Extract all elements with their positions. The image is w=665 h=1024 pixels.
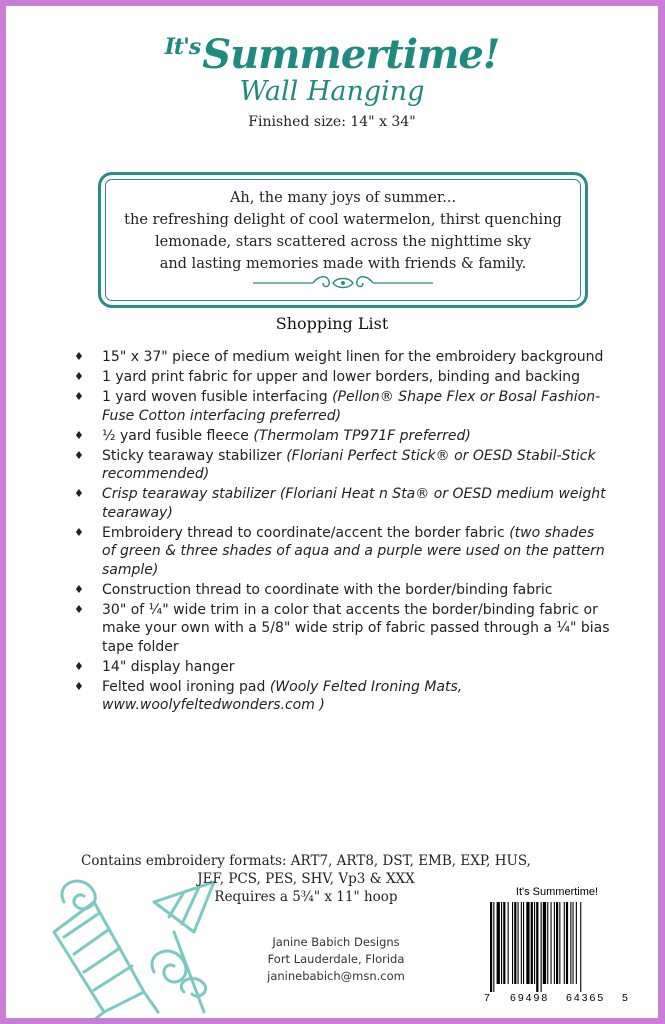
list-item: ♦ 1 yard woven fusible interfacing (Pellon® Shape Flex or Bosal Fashion-Fuse Cotton interfacing preferred) [74, 389, 601, 424]
diamond-bullet-icon: ♦ [74, 659, 84, 673]
barcode-bar [526, 902, 529, 984]
title-its: It's [164, 34, 201, 60]
diamond-bullet-icon: ♦ [74, 487, 84, 500]
barcode-bar [521, 902, 522, 984]
barcode-bar [523, 902, 524, 984]
barcode-bar [536, 902, 538, 992]
designer-email: janinebabich@msn.com [267, 969, 405, 983]
barcode-bar [543, 902, 546, 984]
diamond-bullet-icon: ♦ [74, 582, 84, 596]
diamond-bullet-icon: ♦ [74, 350, 84, 363]
diamond-bullet-icon: ♦ [74, 448, 84, 462]
barcode-bar [514, 902, 516, 984]
verse-line: the refreshing delight of cool watermelon, thirst quenching [124, 212, 562, 228]
barcode-bar [570, 902, 571, 984]
barcode-digits-left: 69498 [510, 992, 550, 1004]
barcode-bar [559, 902, 560, 984]
verse-frame [98, 172, 588, 308]
list-item: ♦ Sticky tearaway stabilizer (Floriani Perfect Stick® or OESD Stabil-Stick recommended) [74, 447, 596, 482]
title-summertime: Summertime! [202, 31, 500, 78]
list-item: ♦ Felted wool ironing pad (Wooly Felted Ironing Mats, www.woolyfeltedwonders.com ) [74, 678, 463, 713]
verse-line: and lasting memories made with friends & family. [159, 256, 527, 272]
formats-line: JEF, PCS, PES, SHV, Vp3 & XXX [197, 871, 415, 887]
barcode-bar [547, 902, 548, 984]
pattern-title [6, 24, 658, 78]
barcode-bar [566, 902, 568, 984]
diamond-bullet-icon: ♦ [74, 428, 84, 442]
barcode-title: It's Summertime! [515, 886, 599, 898]
pattern-subtitle: Wall Hanging [239, 76, 425, 107]
barcode [482, 886, 632, 1006]
list-item: ♦ 1 yard print fabric for upper and lower borders, binding and backing [74, 369, 581, 385]
barcode-bar [564, 902, 565, 984]
diamond-bullet-icon: ♦ [74, 370, 84, 383]
list-item: ♦ ½ yard fusible fleece (Thermolam TP971F preferred) [74, 427, 471, 444]
pattern-back-cover [6, 6, 658, 1018]
barcode-bar [531, 902, 533, 984]
barcode-digit-check: 5 [622, 992, 628, 1004]
verse-line: Ah, the many joys of summer... [229, 190, 457, 206]
diamond-bullet-icon: ♦ [74, 679, 84, 693]
barcode-bar [518, 902, 519, 984]
designer-city: Fort Lauderdale, Florida [267, 952, 405, 966]
barcode-bars-icon [482, 902, 632, 992]
barcode-bar [554, 902, 555, 984]
barcode-bar [508, 902, 509, 984]
verse-text [101, 187, 585, 275]
flourish-ornament-icon [253, 273, 433, 293]
designer-info [236, 934, 436, 985]
verse-line: lemonade, stars scattered across the nighttime sky [154, 234, 532, 250]
diamond-bullet-icon: ♦ [74, 390, 84, 403]
list-item: ♦ Construction thread to coordinate with the border/binding fabric [74, 581, 553, 598]
barcode-bar [580, 902, 581, 992]
shopping-list [70, 348, 610, 716]
barcode-bar [501, 902, 502, 984]
barcode-bar [534, 902, 535, 984]
barcode-bar [493, 902, 494, 992]
list-item: ♦ 14" display hanger [74, 658, 235, 675]
shopping-list-title: Shopping List [275, 314, 389, 333]
list-item: ♦ 30" of ¼" wide trim in a color that accents the border/binding fabric or make your own with a 5/8" wide strip of fabric passed through a ¼" bias tape folder [74, 601, 610, 655]
diamond-bullet-icon: ♦ [74, 525, 84, 539]
barcode-bar [512, 902, 513, 984]
barcode-bar [573, 902, 574, 984]
embroidery-formats [76, 852, 536, 906]
barcode-bar [576, 902, 577, 984]
hoop-requirement: Requires a 5¾" x 11" hoop [214, 889, 398, 905]
barcode-bar [490, 902, 492, 992]
barcode-digits-right: 64365 [566, 992, 606, 1004]
barcode-bar [556, 902, 558, 984]
list-item: ♦ 15" x 37" piece of medium weight linen for the embroidery background [74, 349, 604, 365]
barcode-digit-prefix: 7 [484, 992, 490, 1004]
formats-line: Contains embroidery formats: ART7, ART8, DST, EMB, EXP, HUS, [81, 853, 531, 869]
barcode-bar [503, 902, 505, 984]
barcode-bar [541, 902, 542, 992]
list-item: ♦ Embroidery thread to coordinate/accent the border fabric (two shades of green & three shades of aqua and a purple were used on the pattern sample) [74, 524, 605, 578]
title-block [6, 24, 658, 130]
list-item: ♦ Crisp tearaway stabilizer (Floriani Heat n Sta® or OESD medium weight tearaway) [74, 486, 606, 521]
barcode-bar [497, 902, 500, 984]
diamond-bullet-icon: ♦ [74, 602, 84, 616]
barcode-bar [551, 902, 552, 984]
finished-size: Finished size: 14" x 34" [248, 114, 416, 130]
designer-name: Janine Babich Designs [272, 935, 400, 949]
